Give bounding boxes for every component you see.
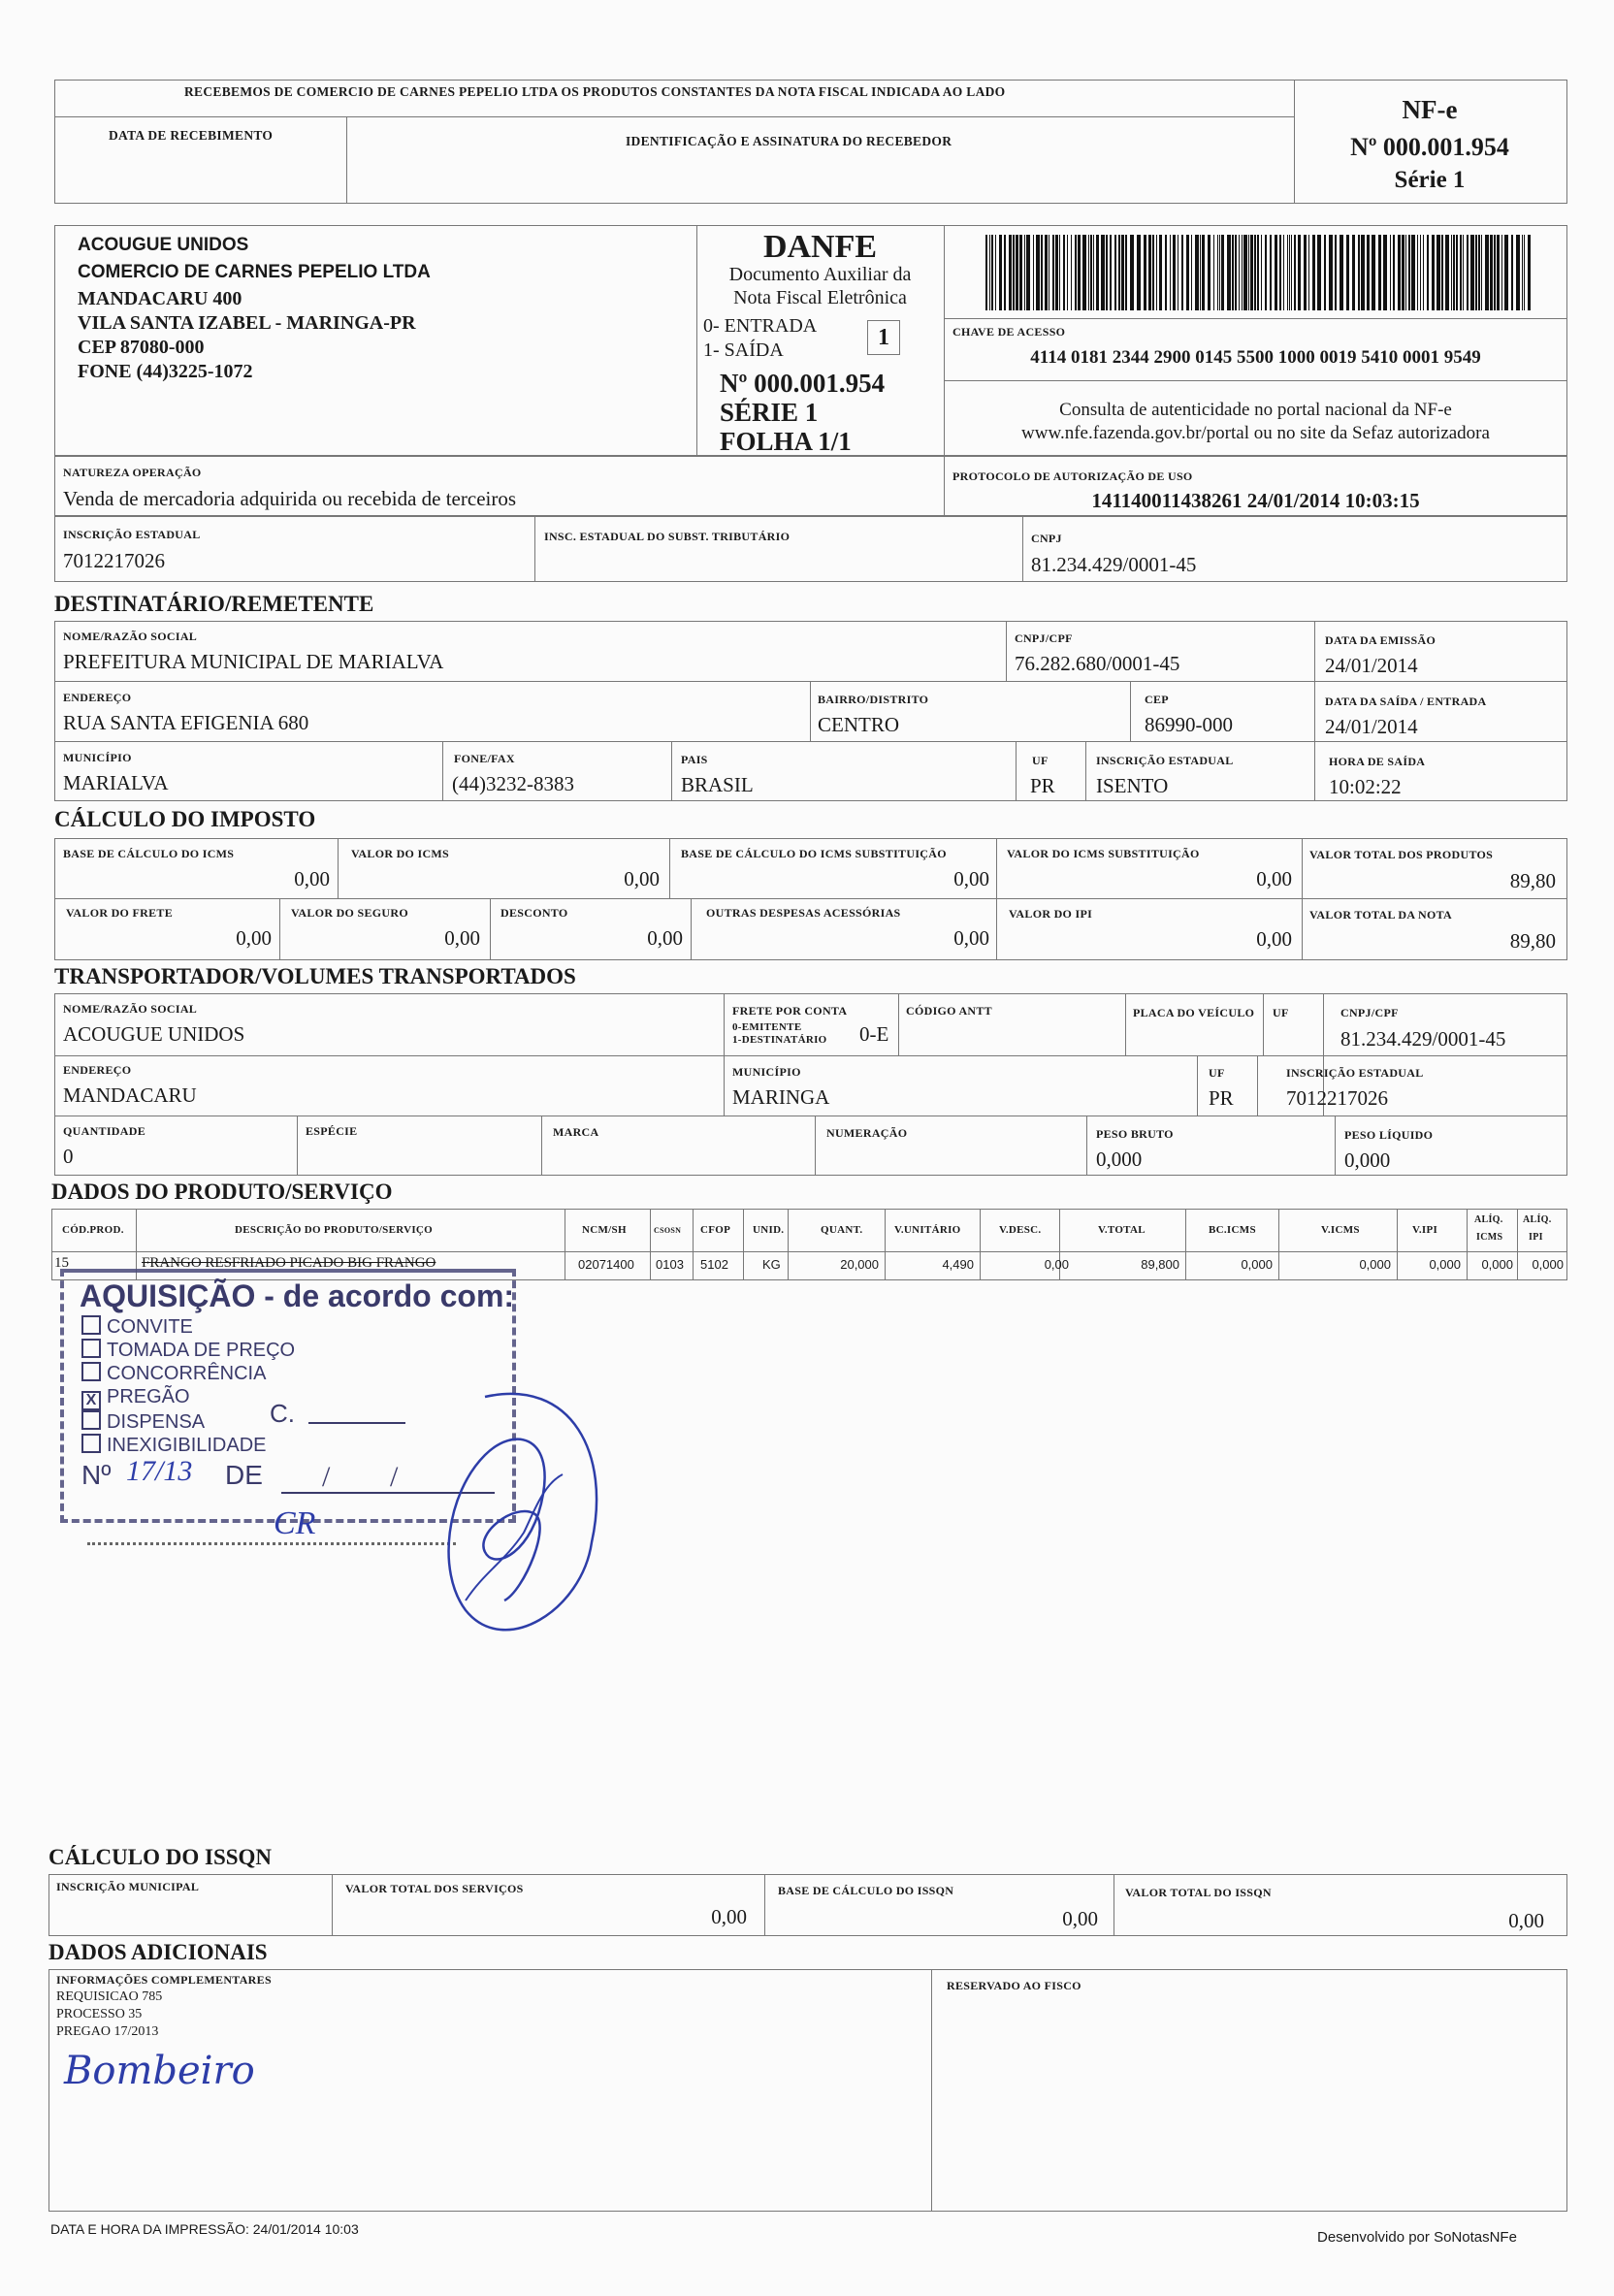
stamp-checkbox	[81, 1362, 101, 1381]
ipi: 0,00	[1256, 927, 1292, 951]
transp-frete-opt2: 1-DESTINATÁRIO	[732, 1034, 827, 1046]
row-cfop: 5102	[700, 1257, 728, 1272]
dest-cep-label: CEP	[1145, 693, 1169, 706]
chave-value: 4114 0181 2344 2900 0145 5500 1000 0019 5410 0001 9549	[1030, 347, 1481, 368]
transp-endereco-label: ENDEREÇO	[63, 1063, 132, 1077]
canhoto-data-label: DATA DE RECEBIMENTO	[109, 128, 274, 143]
cnpj-label: CNPJ	[1031, 532, 1062, 545]
transp-municipio-label: MUNICÍPIO	[732, 1065, 801, 1079]
seguro-label: VALOR DO SEGURO	[291, 906, 408, 920]
issqn-im-label: INSCRIÇÃO MUNICIPAL	[56, 1880, 200, 1893]
frete: 0,00	[236, 926, 272, 950]
issqn-bc: 0,00	[1062, 1907, 1098, 1930]
col-aliq-icms-1: ALÍQ.	[1474, 1214, 1503, 1225]
col-vipi: V.IPI	[1412, 1224, 1438, 1236]
section-transportador: TRANSPORTADOR/VOLUMES TRANSPORTADOS	[54, 964, 576, 988]
bc-icms: 0,00	[294, 867, 330, 890]
col-aliq-icms-2: ICMS	[1476, 1232, 1503, 1243]
col-bcicms: BC.ICMS	[1209, 1224, 1256, 1236]
transp-uf: PR	[1209, 1086, 1234, 1110]
col-quant: QUANT.	[821, 1224, 863, 1236]
dest-emissao-label: DATA DA EMISSÃO	[1325, 633, 1436, 647]
bc-st: 0,00	[953, 867, 989, 890]
danfe-sub2: Nota Fiscal Eletrônica	[733, 287, 907, 308]
row-vunit: 4,490	[942, 1257, 974, 1272]
row-aliq-ipi: 0,000	[1532, 1257, 1564, 1272]
data-impressao: DATA E HORA DA IMPRESSÃO: 24/01/2014 10:03	[50, 2221, 359, 2237]
emitente-endereco: MANDACARU 400	[78, 288, 242, 309]
v-prod: 89,80	[1509, 869, 1556, 892]
stamp-title: AQUISIÇÃO - de acordo com:	[80, 1278, 515, 1313]
emitente-fone: FONE (44)3225-1072	[78, 361, 253, 382]
transp-bruto: 0,000	[1096, 1148, 1143, 1171]
col-vicms: V.ICMS	[1321, 1224, 1360, 1236]
danfe-numero: Nº 000.001.954	[720, 369, 886, 398]
dest-municipio-label: MUNICÍPIO	[63, 751, 132, 764]
assinatura-bombeiro: Bombeiro	[64, 2049, 255, 2093]
transp-uf2-label: UF	[1209, 1066, 1225, 1080]
canhoto-serie: Série 1	[1394, 167, 1466, 193]
info-label: INFORMAÇÕES COMPLEMENTARES	[56, 1973, 272, 1987]
transp-cnpj: 81.234.429/0001-45	[1340, 1027, 1506, 1051]
stamp-checkbox	[81, 1410, 101, 1430]
danfe-sub1: Documento Auxiliar da	[728, 264, 912, 285]
desenvolvido-por: Desenvolvido por SoNotasNFe	[1317, 2229, 1517, 2246]
seguro: 0,00	[444, 926, 480, 950]
transp-antt-label: CÓDIGO ANTT	[906, 1004, 992, 1018]
section-adicionais: DADOS ADICIONAIS	[48, 1940, 268, 1964]
stamp-checkbox	[81, 1434, 101, 1453]
stamp-option	[81, 1410, 295, 1434]
frete-label: VALOR DO FRETE	[66, 906, 173, 920]
col-cfop: CFOP	[700, 1224, 731, 1236]
dest-endereco: RUA SANTA EFIGENIA 680	[63, 711, 309, 734]
section-issqn: CÁLCULO DO ISSQN	[48, 1845, 273, 1869]
v-st: 0,00	[1256, 867, 1292, 890]
row-unid: KG	[762, 1257, 781, 1272]
dest-cnpj: 76.282.680/0001-45	[1015, 652, 1180, 675]
stamp-option-label: PREGÃO	[107, 1386, 190, 1407]
issqn-bc-label: BASE DE CÁLCULO DO ISSQN	[778, 1884, 954, 1897]
ie-label: INSCRIÇÃO ESTADUAL	[63, 528, 201, 541]
transp-numeracao-label: NUMERAÇÃO	[826, 1126, 908, 1140]
transp-frete-label: FRETE POR CONTA	[732, 1004, 848, 1018]
v-nota: 89,80	[1509, 929, 1556, 953]
dest-endereco-label: ENDEREÇO	[63, 691, 132, 704]
chave-label: CHAVE DE ACESSO	[952, 325, 1066, 339]
section-destinatario: DESTINATÁRIO/REMETENTE	[54, 592, 374, 616]
transp-frete: 0-E	[859, 1022, 889, 1046]
info-linha-2: PROCESSO 35	[56, 2007, 143, 2021]
transp-marca-label: MARCA	[553, 1125, 599, 1139]
issqn-vserv-label: VALOR TOTAL DOS SERVIÇOS	[345, 1882, 524, 1895]
cnpj-value: 81.234.429/0001-45	[1031, 553, 1197, 576]
transp-placa-label: PLACA DO VEÍCULO	[1133, 1006, 1255, 1019]
dest-uf-label: UF	[1032, 754, 1049, 767]
danfe-page: RECEBEMOS DE COMERCIO DE CARNES PEPELIO LTDA OS PRODUTOS CONSTANTES DA NOTA FISCAL INDICADA AO LADO DATA DE RECEBIMENTO IDENTIFICAÇÃO E ASSINATURA DO RECEBEDOR NF-e Nº 000.001.954 Série 1 ACOUGUE UNIDOS COMERCIO DE CARNES PEPELIO LTDA MANDACARU 400 VILA SANTA IZABEL - MARINGA-PR CEP 87080-000 FONE (44)3225-1072 DANFE Documento Auxiliar da Nota Fiscal Eletrônica 0- ENTRADA 1- SAÍDA 1 Nº 000.001.954 SÉRIE 1 FOLHA 1/1 CHAVE DE ACESSO 4114 0181 2344 2900 0145 5500 1000 0019 5410 0001 9549 Consulta de autenticidade no portal nacional da NF-e www.nfe.fazenda.gov.br/portal ou no site da Sefaz autorizadora NATUREZA OPERAÇÃO Venda de mercadoria adquirida ou recebida de terceiros PROTOCOLO DE AUTORIZAÇÃO DE USO 141140011438261 24/01/2014 10:03:15 INSCRIÇÃO ESTADUAL 7012217026 INSC. ESTADUAL DO SUBST. TRIBUTÁRIO CNPJ 81.234.429/0001-45 DESTINATÁRIO/REMETENTE NOME/RAZÃO SOCIAL PREFEITURA MUNICIPAL DE MARIALVA CNPJ/CPF 76.282.680/0001-45 DATA DA EMISSÃO 24/01/2014 ENDEREÇO RUA SANTA EFIGENIA 680 BAIRRO/DISTRITO CENTRO CEP 86990-000 DATA DA SAÍDA / ENTRADA 24/01/2014 MUNICÍPIO MARIALVA FONE/FAX (44)3232-8383 PAIS BRASIL UF PR INSCRIÇÃO ESTADUAL ISENTO HORA DE SAÍDA 10:02:22 CÁLCULO DO IMPOSTO BASE DE CÁLCULO DO ICMS 0,00 VALOR DO ICMS 0,00 BASE DE CÁLCULO DO ICMS SUBSTITUIÇÃO 0,00 VALOR DO ICMS SUBSTITUIÇÃO 0,00 VALOR TOTAL DOS PRODUTOS 89,80 VALOR DO FRETE 0,00 VALOR DO SEGURO 0,00 DESCONTO 0,00 OUTRAS DESPESAS ACESSÓRIAS 0,00 VALOR DO IPI 0,00 VALOR TOTAL DA NOTA 89,80 TRANSPORTADOR/VOLUMES TRANSPORTADOS NOME/RAZÃO SOCIAL ACOUGUE UNIDOS FRETE POR CONTA 0-EMITENTE 1-DESTINATÁRIO 0-E CÓDIGO ANTT PLACA DO VEÍCULO UF CNPJ/CPF 81.234.429/0001-45 ENDEREÇO MANDACARU MUNICÍPIO MARINGA UF PR INSCRIÇÃO ESTADUAL 7012217026 QUANTIDADE 0 ESPÉCIE MARCA NUMERAÇÃO PESO BRUTO 0,000 PESO LÍQUIDO 0,000 DADOS DO PRODUTO/SERVIÇO CÓD.PROD. DESCRIÇÃO DO PRODUTO/SERVIÇO NCM/SH CSOSN CFOP UNID. QUANT. V.UNITÁRIO V.DESC. V.TOTAL BC.ICMS V.ICMS V.IPI ALÍQ. ICMS ALÍQ. IPI 15 FRANGO RESFRIADO PICADO BIG FRANGO 02071400 0103 5102 KG 20,000 4,490 0,00 89,800 0,000 0,000 0,000 0,000 0,000 AQUISIÇÃO - de acordo com: CONVITE TOMADA DE PREÇO CONCORRÊNCIA X PREGÃO DISPENSA INEXIGIBILIDADE C. Nº 17/13 DE / / CR CÁLCULO DO ISSQN INSCRIÇÃO MUNICIPAL VALOR TOTAL DOS SERVIÇOS 0,00 BASE DE CÁLCULO DO ISSQN 0,00 VALOR TOTAL DO ISSQN 0,00 DADOS ADICIONAIS INFORMAÇÕES COMPLEMENTARES REQUISICAO 785 PROCESSO 35 PREGAO 17/2013 Bombeiro RESERVADO AO FISCO DATA E HORA DA IMPRESSÃO: 24/01/2014 10:03 Desenvolvido por SoNotasNFe	[0, 0, 1614, 2296]
row-vipi: 0,000	[1429, 1257, 1461, 1272]
canhoto-identificacao-label: IDENTIFICAÇÃO E ASSINATURA DO RECEBEDOR	[626, 134, 952, 148]
transp-uf-label: UF	[1273, 1006, 1289, 1019]
ie-st-label: INSC. ESTADUAL DO SUBST. TRIBUTÁRIO	[544, 530, 791, 543]
stamp-checkbox	[81, 1339, 101, 1358]
dest-ie: ISENTO	[1096, 774, 1169, 797]
v-icms: 0,00	[624, 867, 660, 890]
stamp-c: C.	[270, 1399, 295, 1428]
info-linhas	[56, 1989, 162, 2041]
danfe-serie: SÉRIE 1	[720, 398, 819, 427]
issqn-v-label: VALOR TOTAL DO ISSQN	[1125, 1886, 1272, 1899]
stamp-option-label: INEXIGIBILIDADE	[107, 1435, 267, 1456]
stamp-option-label: TOMADA DE PREÇO	[107, 1340, 296, 1361]
row-vicms: 0,000	[1359, 1257, 1391, 1272]
stamp-option	[81, 1339, 295, 1362]
danfe-saida: 1- SAÍDA	[703, 340, 784, 361]
natureza-label: NATUREZA OPERAÇÃO	[63, 466, 202, 479]
transportador-box	[54, 993, 1567, 1176]
v-nota-label: VALOR TOTAL DA NOTA	[1309, 908, 1452, 922]
row-quant: 20,000	[840, 1257, 879, 1272]
col-vtotal: V.TOTAL	[1098, 1224, 1146, 1236]
stamp-numero: 17/13	[126, 1455, 193, 1487]
canhoto-nfe: NF-e	[1402, 95, 1458, 124]
dest-pais-label: PAIS	[681, 753, 708, 766]
fisco-label: RESERVADO AO FISCO	[947, 1979, 1081, 1992]
dest-fone-label: FONE/FAX	[454, 752, 515, 765]
stamp-de: DE	[225, 1460, 263, 1490]
col-ncm: NCM/SH	[582, 1224, 627, 1236]
dest-pais: BRASIL	[681, 773, 754, 796]
transp-especie-label: ESPÉCIE	[306, 1124, 358, 1138]
signature-scribble	[427, 1377, 621, 1668]
dest-nome-label: NOME/RAZÃO SOCIAL	[63, 630, 198, 643]
col-cod: CÓD.PROD.	[62, 1224, 124, 1236]
dest-cnpj-label: CNPJ/CPF	[1015, 631, 1073, 645]
transp-liquido-label: PESO LÍQUIDO	[1344, 1128, 1434, 1142]
transp-ie: 7012217026	[1286, 1086, 1388, 1110]
col-aliq-ipi-2: IPI	[1529, 1232, 1543, 1243]
consulta-line1: Consulta de autenticidade no portal nacional da NF-e	[1059, 400, 1452, 420]
stamp-option	[81, 1385, 295, 1410]
section-produtos: DADOS DO PRODUTO/SERVIÇO	[51, 1180, 393, 1204]
col-desc: DESCRIÇÃO DO PRODUTO/SERVIÇO	[235, 1224, 434, 1236]
transp-qtd: 0	[63, 1145, 74, 1168]
stamp-checkbox: X	[81, 1391, 101, 1410]
transp-ie-label: INSCRIÇÃO ESTADUAL	[1286, 1066, 1424, 1080]
transp-bruto-label: PESO BRUTO	[1096, 1127, 1174, 1141]
stamp-checkbox	[81, 1315, 101, 1335]
col-vdesc: V.DESC.	[999, 1224, 1042, 1236]
col-aliq-ipi-1: ALÍQ.	[1523, 1214, 1552, 1225]
emitente-cep: CEP 87080-000	[78, 337, 205, 358]
dest-bairro-label: BAIRRO/DISTRITO	[818, 693, 929, 706]
row-vtotal: 89,800	[1141, 1257, 1179, 1272]
row-bcicms: 0,000	[1241, 1257, 1273, 1272]
dest-fone: (44)3232-8383	[452, 772, 574, 795]
dest-saida-label: DATA DA SAÍDA / ENTRADA	[1325, 695, 1487, 708]
stamp-option	[81, 1434, 295, 1457]
danfe-entrada: 0- ENTRADA	[703, 315, 818, 337]
transp-endereco: MANDACARU	[63, 1083, 197, 1107]
desconto: 0,00	[647, 926, 683, 950]
row-cod: 15	[54, 1255, 69, 1271]
emitente-bairro: VILA SANTA IZABEL - MARINGA-PR	[78, 312, 416, 334]
stamp-numero-prefix: Nº	[81, 1460, 112, 1490]
row-vdesc: 0,00	[1044, 1257, 1069, 1272]
outras: 0,00	[953, 926, 989, 950]
info-linha-1: REQUISICAO 785	[56, 1989, 163, 2004]
stamp-options	[81, 1315, 295, 1457]
transp-frete-opt1: 0-EMITENTE	[732, 1021, 802, 1033]
col-unid: UNID.	[753, 1224, 785, 1236]
v-icms-label: VALOR DO ICMS	[351, 847, 450, 860]
natureza-value: Venda de mercadoria adquirida ou recebida de terceiros	[63, 487, 517, 510]
row-desc: FRANGO RESFRIADO PICADO BIG FRANGO	[142, 1255, 436, 1271]
adicionais-box	[48, 1969, 1567, 2212]
ipi-label: VALOR DO IPI	[1009, 907, 1093, 921]
emitente-nome1: ACOUGUE UNIDOS	[78, 235, 249, 255]
dest-uf: PR	[1030, 774, 1055, 797]
dest-ie-label: INSCRIÇÃO ESTADUAL	[1096, 754, 1234, 767]
stamp-rubrica: CR	[274, 1505, 316, 1541]
desconto-label: DESCONTO	[500, 906, 568, 920]
protocolo-value: 141140011438261 24/01/2014 10:03:15	[1091, 489, 1420, 512]
v-st-label: VALOR DO ICMS SUBSTITUIÇÃO	[1007, 847, 1200, 860]
dest-emissao: 24/01/2014	[1325, 654, 1418, 677]
transp-nome: ACOUGUE UNIDOS	[63, 1022, 245, 1046]
stamp-option	[81, 1315, 295, 1339]
danfe-folha: FOLHA 1/1	[720, 427, 852, 456]
transp-liquido: 0,000	[1344, 1148, 1391, 1172]
ie-value: 7012217026	[63, 549, 165, 572]
section-imposto: CÁLCULO DO IMPOSTO	[54, 807, 316, 831]
dest-bairro: CENTRO	[818, 713, 899, 736]
consulta-line2: www.nfe.fazenda.gov.br/portal ou no site da Sefaz autorizadora	[1021, 423, 1490, 443]
barcode	[985, 235, 1531, 310]
dest-hora-label: HORA DE SAÍDA	[1329, 755, 1426, 768]
bc-st-label: BASE DE CÁLCULO DO ICMS SUBSTITUIÇÃO	[681, 847, 947, 860]
stamp-option-label: CONVITE	[107, 1316, 193, 1338]
issqn-v: 0,00	[1508, 1909, 1544, 1932]
transp-nome-label: NOME/RAZÃO SOCIAL	[63, 1002, 198, 1016]
stamp-option-label: CONCORRÊNCIA	[107, 1363, 267, 1384]
dest-cep: 86990-000	[1145, 713, 1233, 736]
emitente-nome2: COMERCIO DE CARNES PEPELIO LTDA	[78, 262, 431, 282]
dest-nome: PREFEITURA MUNICIPAL DE MARIALVA	[63, 650, 444, 673]
dest-saida: 24/01/2014	[1325, 715, 1418, 738]
stamp-option	[81, 1362, 295, 1385]
v-prod-label: VALOR TOTAL DOS PRODUTOS	[1309, 848, 1494, 861]
transp-municipio: MARINGA	[732, 1085, 830, 1109]
outras-label: OUTRAS DESPESAS ACESSÓRIAS	[706, 906, 901, 920]
transp-qtd-label: QUANTIDADE	[63, 1124, 146, 1138]
dest-municipio: MARIALVA	[63, 771, 169, 794]
bc-icms-label: BASE DE CÁLCULO DO ICMS	[63, 847, 235, 860]
row-ncm: 02071400	[578, 1257, 634, 1272]
inscricao-box	[54, 516, 1567, 582]
info-linha-3: PREGAO 17/2013	[56, 2024, 159, 2039]
col-vunit: V.UNITÁRIO	[894, 1224, 961, 1236]
protocolo-label: PROTOCOLO DE AUTORIZAÇÃO DE USO	[952, 469, 1193, 483]
canhoto-recebemos: RECEBEMOS DE COMERCIO DE CARNES PEPELIO LTDA OS PRODUTOS CONSTANTES DA NOTA FISCAL INDICADA AO LADO	[184, 84, 1006, 99]
row-aliq-icms: 0,000	[1481, 1257, 1513, 1272]
issqn-vserv: 0,00	[711, 1905, 747, 1928]
dest-hora: 10:02:22	[1329, 775, 1402, 798]
canhoto-numero: Nº 000.001.954	[1350, 133, 1509, 161]
col-csosn: CSOSN	[654, 1226, 682, 1235]
transp-cnpj-label: CNPJ/CPF	[1340, 1006, 1399, 1019]
danfe-title: DANFE	[762, 229, 878, 265]
stamp-option-label: DISPENSA	[107, 1411, 206, 1433]
row-csosn: 0103	[656, 1257, 684, 1272]
danfe-tipo-box: 1	[867, 320, 900, 355]
